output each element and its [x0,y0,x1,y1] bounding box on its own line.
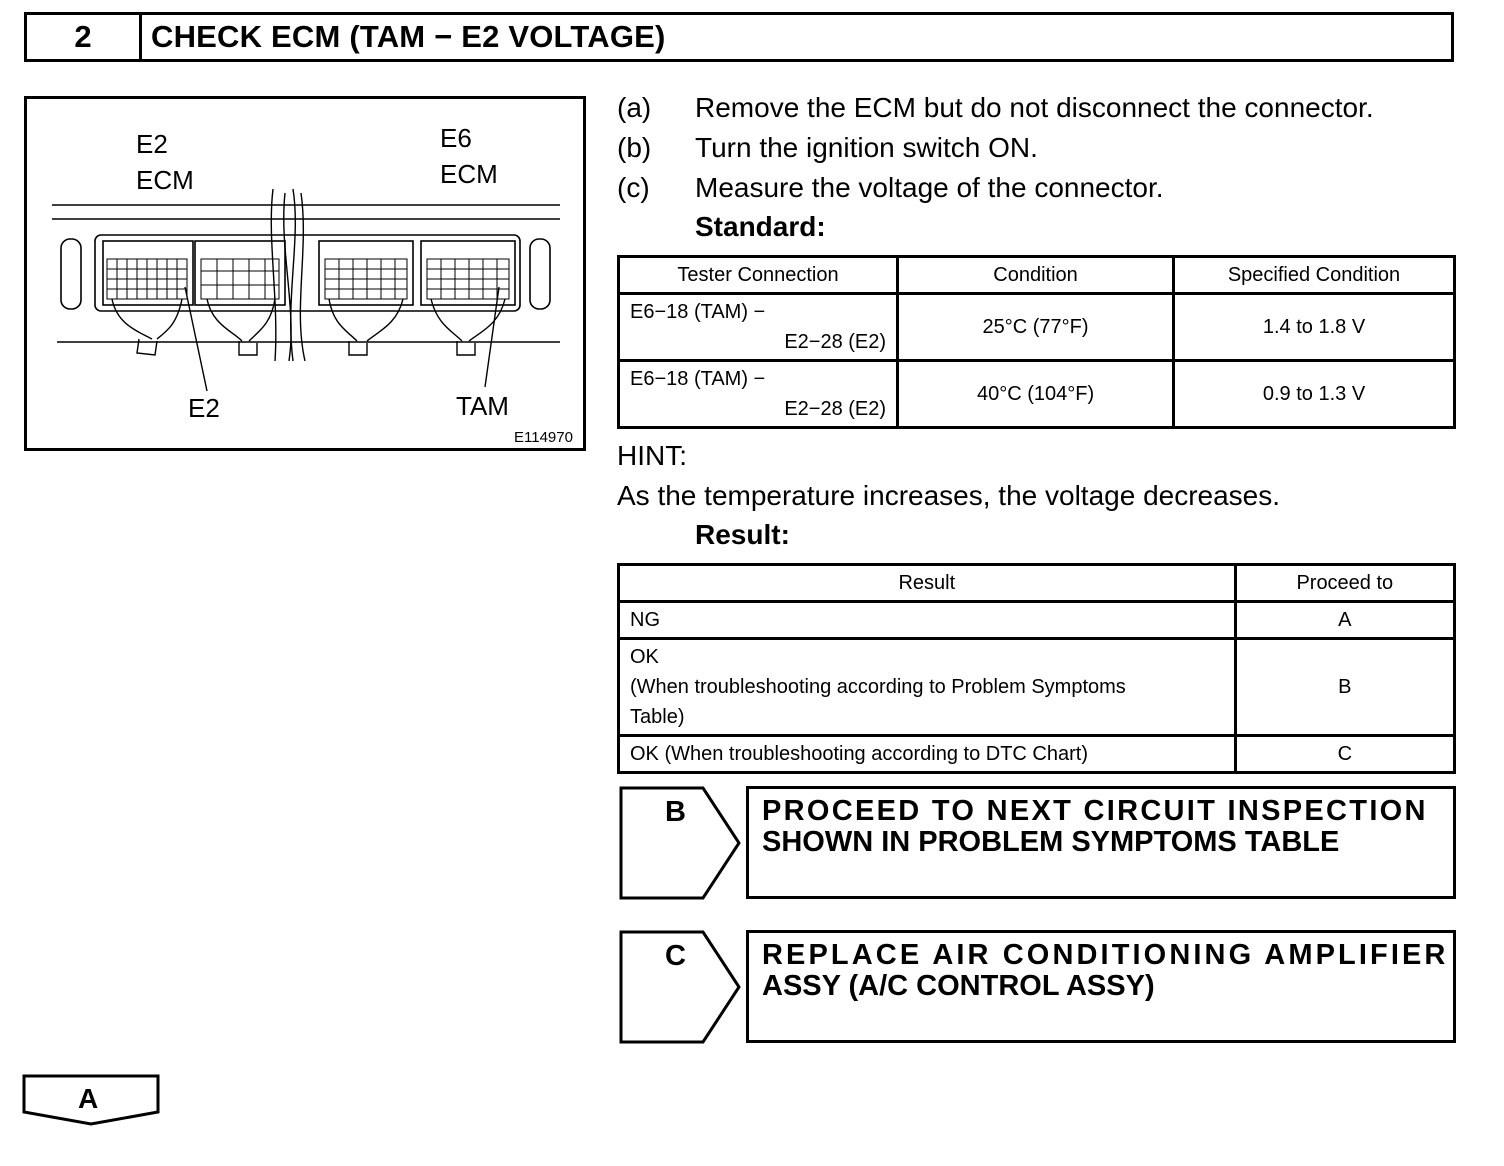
hint-label: HINT: [617,440,687,471]
step-number: 2 [27,15,142,59]
table-row [619,736,1455,773]
standard-label: Standard: [695,211,826,242]
connection-from: E6−18 (TAM) − [630,301,766,323]
table-row [619,639,1455,736]
standard-table [617,255,1456,429]
step-c-text: Measure the voltage of the connector. [695,172,1164,203]
proceed-c-line1: REPLACE AIR CONDITIONING AMPLIFIER [762,939,1449,971]
result-line: OK [630,646,659,668]
tester-connection-cell [619,361,898,428]
table-row [619,294,1455,361]
proceed-cell: C [1235,736,1454,773]
step-b-text: Turn the ignition switch ON. [695,132,1038,163]
proceed-c-text [762,939,1449,1002]
step-b-letter: (b) [617,132,652,163]
proceed-c-letter: C [665,940,686,972]
result-line: Table) [630,706,685,728]
proceed-b-text [762,796,1442,858]
figure-code: E114970 [514,429,573,446]
step-header [24,12,1454,62]
connection-from: E6−18 (TAM) − [630,368,766,390]
label-e2-terminal: E2 [188,393,220,423]
connection-to: E2−28 (E2) [784,331,887,353]
label-tam-terminal: TAM [456,391,509,421]
col-result: Result [619,565,1236,602]
result-table [617,563,1456,774]
proceed-c-line2: ASSY (A/C CONTROL ASSY) [762,970,1155,1002]
step-a-letter: (a) [617,92,652,123]
proceed-b-line2: SHOWN IN PROBLEM SYMPTOMS TABLE [762,826,1340,858]
hint-text: As the temperature increases, the voltage decreases. [617,480,1281,511]
result-label: Result: [695,519,790,550]
col-condition: Condition [898,257,1174,294]
proceed-b-letter: B [665,796,686,828]
tester-connection-cell [619,294,898,361]
step-c-letter: (c) [617,172,650,203]
col-specified-condition: Specified Condition [1174,257,1455,294]
label-e6-ecm-top: E6 [440,123,472,153]
proceed-b-line1-text: PROCEED TO NEXT CIRCUIT INSPECTION [762,795,1428,827]
proceed-b-line1 [762,796,1442,827]
standard-table-header [619,257,1455,294]
connection-to: E2−28 (E2) [784,398,887,420]
result-cell: OK (When troubleshooting according to DTC Chart) [619,736,1236,773]
table-row [619,361,1455,428]
step-title: CHECK ECM (TAM − E2 VOLTAGE) [151,19,666,54]
result-line: (When troubleshooting according to Problem Symptoms [630,676,1126,698]
condition-cell: 40°C (104°F) [898,361,1174,428]
step-a-text: Remove the ECM but do not disconnect the connector. [695,92,1374,123]
label-e2-ecm-top: E2 [136,129,168,159]
result-table-header [619,565,1455,602]
table-row [619,602,1455,639]
result-cell: NG [619,602,1236,639]
col-tester-connection: Tester Connection [619,257,898,294]
condition-cell: 25°C (77°F) [898,294,1174,361]
proceed-cell: B [1235,639,1454,736]
proceed-a-letter: A [78,1083,99,1114]
proceed-cell: A [1235,602,1454,639]
result-cell [619,639,1236,736]
label-e6-ecm-bottom: ECM [440,159,498,189]
ecm-connector-figure [24,96,586,451]
col-proceed-to: Proceed to [1235,565,1454,602]
spec-cell: 0.9 to 1.3 V [1174,361,1455,428]
spec-cell: 1.4 to 1.8 V [1174,294,1455,361]
label-e2-ecm-bottom: ECM [136,165,194,195]
